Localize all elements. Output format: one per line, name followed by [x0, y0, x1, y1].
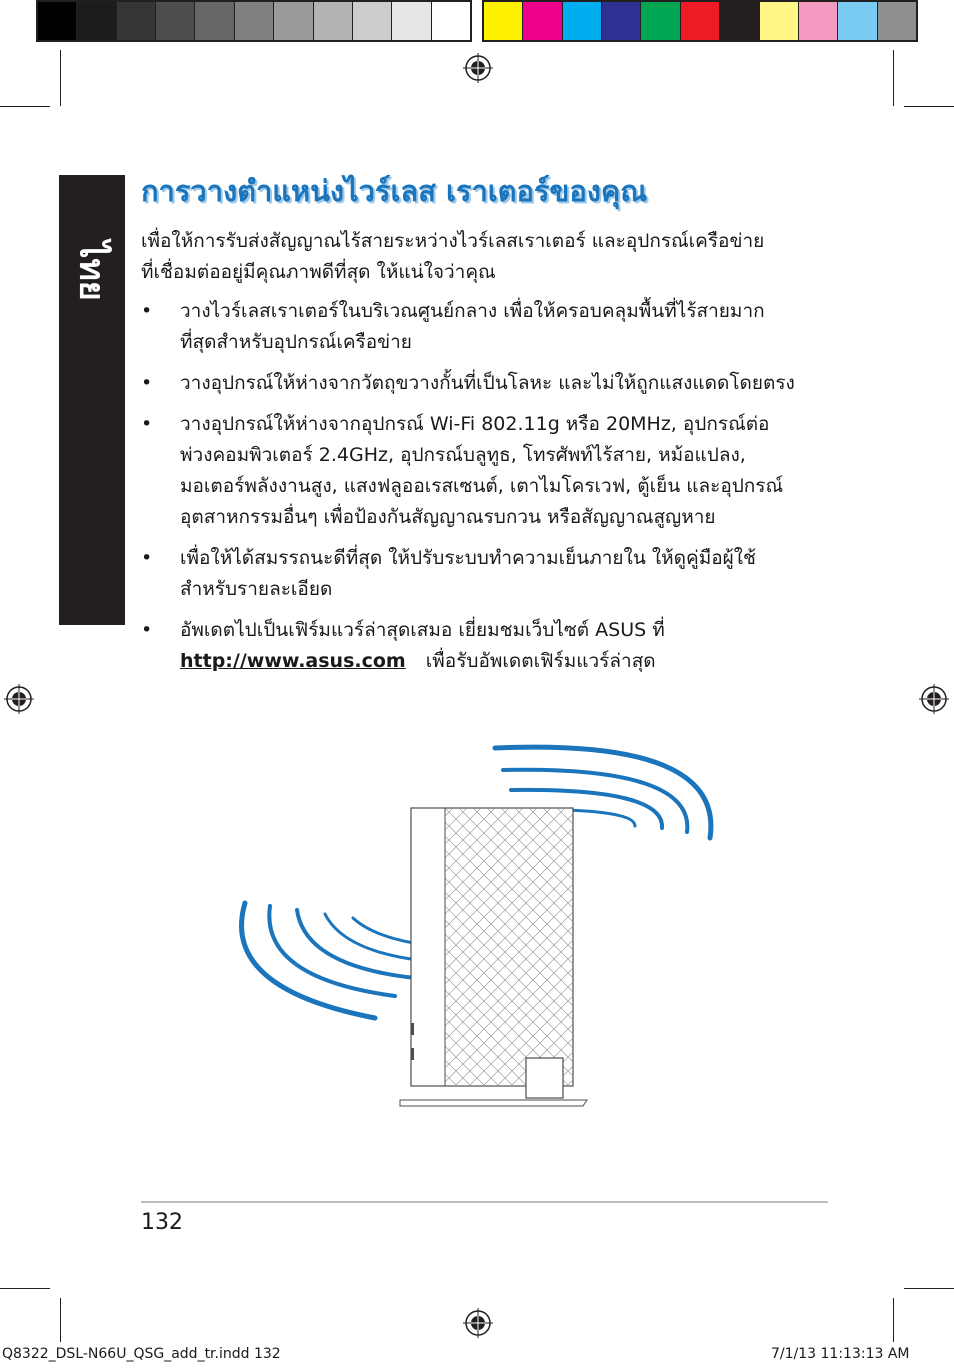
slug-filename: Q8322_DSL-N66U_QSG_add_tr.indd 132: [2, 1346, 281, 1362]
slug-timestamp: 7/1/13 11:13:13 AM: [771, 1346, 910, 1362]
color-swatch: [353, 2, 392, 40]
list-item-line: พ่วงคอมพิวเตอร์ 2.4GHz, อุปกรณ์บลูทูธ, โทรศัพท์ไร้สาย, หม้อแปลง,: [180, 444, 746, 466]
color-swatch: [641, 2, 680, 40]
bullet-icon: •: [141, 547, 153, 569]
router-illustration: [225, 728, 735, 1108]
color-swatch: [117, 2, 156, 40]
color-swatch: [878, 2, 916, 40]
asus-website-link[interactable]: http://www.asus.com: [180, 650, 406, 672]
color-swatch: [760, 2, 799, 40]
language-tab-text: ไทย: [72, 241, 112, 301]
crop-mark: [60, 1298, 61, 1342]
list-item-line: วางไวร์เลสเราเตอร์ในบริเวณศูนย์กลาง เพื่อให้ครอบคลุมพื้นที่ไร้สายมาก: [180, 300, 765, 322]
color-swatch: [838, 2, 877, 40]
color-swatch: [681, 2, 720, 40]
color-swatch: [432, 2, 470, 40]
list-item-line: วางอุปกรณ์ให้ห่างจากอุปกรณ์ Wi-Fi 802.11g หรือ 20MHz, อุปกรณ์ต่อ: [180, 413, 770, 435]
color-swatch: [563, 2, 602, 40]
crop-mark: [904, 106, 954, 107]
crop-mark: [893, 1298, 894, 1342]
list-item: [141, 543, 831, 605]
registration-mark-icon: [4, 684, 34, 714]
list-item: [141, 368, 831, 399]
link-suffix-text: เพื่อรับอัพเดตเฟิร์มแวร์ล่าสุด: [425, 650, 656, 672]
list-item-line: [180, 646, 831, 677]
process-color-bar: [482, 0, 918, 42]
list-item-line: อุตสาหกรรมอื่นๆ เพื่อป้องกันสัญญาณรบกวน หรือสัญญาณสูญหาย: [180, 506, 716, 528]
crop-mark: [60, 50, 61, 106]
color-swatch: [38, 2, 77, 40]
color-swatch: [235, 2, 274, 40]
list-item-line: อัพเดตไปเป็นเฟิร์มแวร์ล่าสุดเสมอ เยี่ยมชมเว็บไซต์ ASUS ที่: [180, 619, 665, 641]
page-number: 132: [141, 1210, 183, 1235]
list-item: [141, 296, 831, 358]
bullet-icon: •: [141, 619, 153, 641]
router-device-icon: [400, 808, 587, 1106]
color-swatch: [77, 2, 116, 40]
color-swatch: [274, 2, 313, 40]
list-item-line: สำหรับรายละเอียด: [180, 578, 333, 600]
bullet-list: [141, 296, 831, 677]
intro-paragraph: [141, 226, 821, 288]
footer-rule: [141, 1201, 828, 1203]
color-swatch: [156, 2, 195, 40]
crop-mark: [0, 106, 50, 107]
registration-mark-icon: [463, 53, 493, 83]
registration-mark-icon: [463, 1308, 493, 1338]
color-swatch: [484, 2, 523, 40]
bullet-icon: •: [141, 300, 153, 322]
bullet-icon: •: [141, 372, 153, 394]
list-item-line: เพื่อให้ได้สมรรถนะดีที่สุด ให้ปรับระบบทำความเย็นภายใน ให้ดูคู่มือผู้ใช้: [180, 547, 756, 569]
list-item-line: วางอุปกรณ์ให้ห่างจากวัตถุขวางกั้นที่เป็นโลหะ และไม่ให้ถูกแสงแดดโดยตรง: [180, 372, 795, 394]
list-item: [141, 409, 831, 533]
color-swatch: [392, 2, 431, 40]
crop-mark: [893, 50, 894, 106]
list-item-line: ที่สุดสำหรับอุปกรณ์เครือข่าย: [180, 331, 412, 353]
color-swatch: [602, 2, 641, 40]
crop-mark: [904, 1288, 954, 1289]
intro-line: ที่เชื่อมต่ออยู่มีคุณภาพดีที่สุด ให้แน่ใจว่าคุณ: [141, 261, 496, 283]
bullet-icon: •: [141, 413, 153, 435]
intro-line: เพื่อให้การรับส่งสัญญาณไร้สายระหว่างไวร์เลสเราเตอร์ และอุปกรณ์เครือข่าย: [141, 230, 765, 252]
list-item: [141, 615, 831, 677]
color-swatch: [314, 2, 353, 40]
gray-color-bar: [36, 0, 472, 42]
page-title: การวางตำแหน่งไวร์เลส เราเตอร์ของคุณ: [141, 174, 648, 208]
list-item-line: มอเตอร์พลังงานสูง, แสงฟลูออเรสเซนต์, เตาไมโครเวฟ, ตู้เย็น และอุปกรณ์: [180, 475, 784, 497]
crop-mark: [0, 1288, 50, 1289]
color-swatch: [799, 2, 838, 40]
color-swatch: [720, 2, 759, 40]
language-tab-label: [62, 222, 124, 320]
registration-mark-icon: [919, 684, 949, 714]
color-swatch: [523, 2, 562, 40]
color-swatch: [195, 2, 234, 40]
